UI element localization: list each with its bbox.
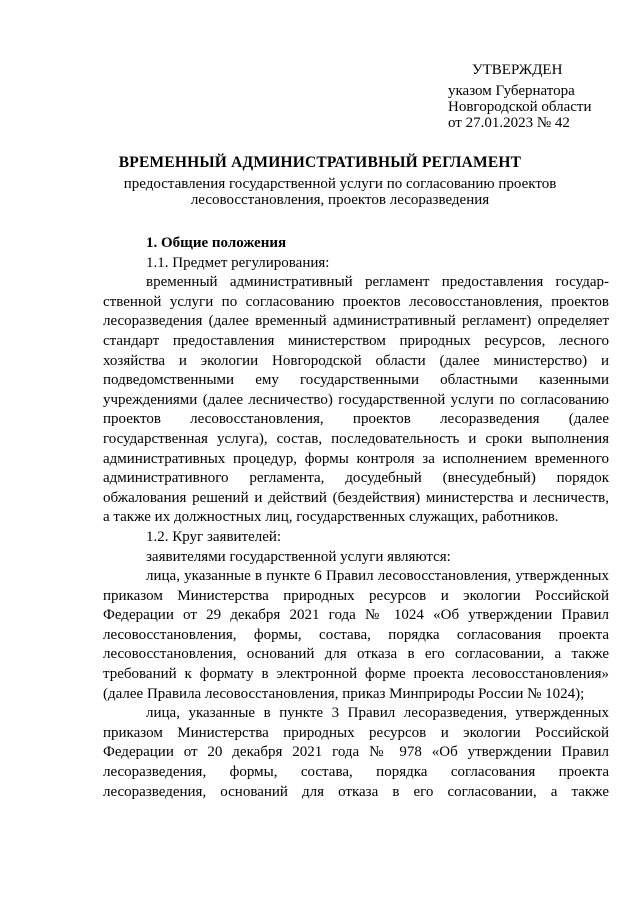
paragraph-line: Федерации от 20 декабря 2021 года № 978 «Об утверждении Правил bbox=[103, 744, 609, 761]
paragraph-line: Федерации от 29 декабря 2021 года № 1024 «Об утверждении Правил bbox=[103, 607, 609, 624]
paragraph-line: хозяйства и экологии Новгородской области (далее министерство) и bbox=[103, 352, 609, 369]
document-title: ВРЕМЕННЫЙ АДМИНИСТРАТИВНЫЙ РЕГЛАМЕНТ bbox=[118, 154, 522, 171]
paragraph-line: временный административный регламент предоставления государ- bbox=[146, 274, 609, 291]
document-subtitle bbox=[100, 176, 580, 208]
paragraph-line: (далее Правила лесовосстановления, приказ Минприроды России № 1024); bbox=[103, 685, 585, 702]
paragraph-line: лесовосстановления, формы, состава, порядка согласования проекта bbox=[103, 626, 609, 643]
paragraph-line: лесоразведения (далее временный административный регламент) определяет bbox=[103, 313, 609, 330]
subtitle-line: предоставления государственной услуги по согласованию проектов bbox=[123, 176, 557, 192]
paragraph-line: приказом Министерства природных ресурсов и экологии Российской bbox=[103, 724, 609, 741]
approval-date-line: от 27.01.2023 № 42 bbox=[448, 115, 570, 131]
subsection-heading: 1.1. Предмет регулирования: bbox=[146, 254, 330, 271]
paragraph-line: проектов лесовосстановления, проектов лесоразведения (далее bbox=[103, 411, 609, 428]
paragraph-line: учреждениями (далее лесничество) государственной услуги по согласованию bbox=[103, 391, 609, 408]
paragraph-line: обжалования решений и действий (бездействия) министерства и лесничеств, bbox=[103, 489, 609, 506]
approval-stamp bbox=[448, 62, 592, 131]
paragraph-line: государственная услуга), состав, последовательность и сроки выполнения bbox=[103, 430, 609, 447]
document-body bbox=[103, 234, 609, 802]
paragraph-line: ственной услуги по согласованию проектов лесовосстановления, проектов bbox=[103, 293, 609, 310]
paragraph-line: а также их должностных лиц, государственных служащих, работников. bbox=[103, 509, 559, 526]
subtitle-line: лесовосстановления, проектов лесоразведения bbox=[190, 192, 490, 208]
paragraph-line: лесоразведения, формы, состава, порядка согласования проекта bbox=[103, 764, 609, 781]
paragraph-line: приказом Министерства природных ресурсов и экологии Российской bbox=[103, 587, 609, 604]
paragraph-line: лица, указанные в пункте 6 Правил лесовосстановления, утвержденных bbox=[146, 568, 609, 585]
paragraph-line: подведомственными ему государственными областными казенными bbox=[103, 372, 609, 389]
paragraph-line: лесоразведения, оснований для отказа в его согласовании, а также bbox=[103, 783, 609, 800]
paragraph-line: административного регламента, досудебный (внесудебный) порядок bbox=[103, 470, 609, 487]
paragraph-line: требований к формату в электронной форме проекта лесовосстановления» bbox=[103, 666, 609, 683]
paragraph-line: стандарт предоставления министерством природных ресурсов, лесного bbox=[103, 332, 609, 349]
approval-heading: УТВЕРЖДЕН bbox=[472, 62, 563, 78]
subsection-heading: 1.2. Круг заявителей: bbox=[146, 528, 282, 545]
approval-line: указом Губернатора bbox=[448, 83, 575, 99]
approval-line: Новгородской области bbox=[448, 99, 592, 115]
paragraph-line: заявителями государственной услуги являются: bbox=[146, 548, 451, 565]
section-heading: 1. Общие положения bbox=[146, 235, 287, 251]
paragraph-line: административных процедур, формы контроля за исполнением временного bbox=[103, 450, 609, 467]
paragraph-line: лесовосстановления, оснований для отказа в его согласовании, а также bbox=[103, 646, 609, 663]
paragraph-line: лица, указанные в пункте 3 Правил лесоразведения, утвержденных bbox=[146, 705, 609, 722]
